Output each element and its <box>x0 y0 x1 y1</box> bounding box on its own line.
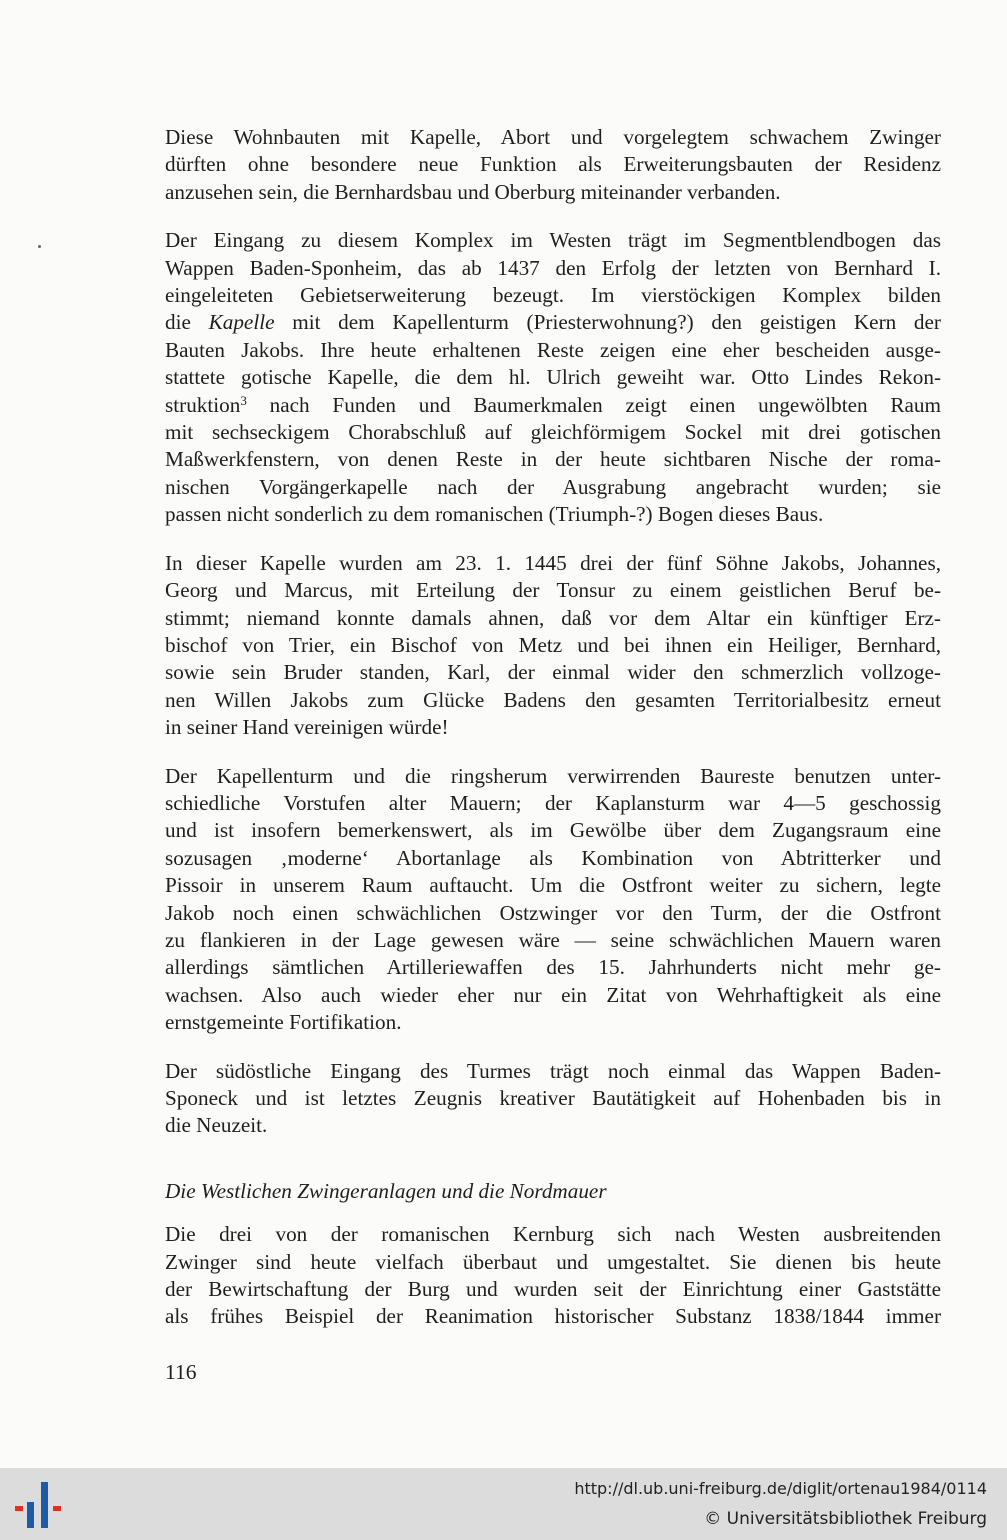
text-line: Sponeck und ist letztes Zeugnis kreativer Bautätigkeit auf Hohenbaden bis in <box>165 1086 941 1110</box>
text-line: Der Eingang zu diesem Komplex im Westen trägt im Segmentblendbogen das <box>165 228 941 253</box>
text-line: der Bewirtschaftung der Burg und wurden seit der Einrichtung einer Gaststätte <box>165 1277 941 1302</box>
text-line-footnote-ref: struktion$^3$ nach Funden und Baumerkmalen zeigt einen ungewölbten Raum <box>165 392 941 417</box>
paragraph-2 <box>165 227 941 528</box>
paragraph-4 <box>165 763 941 1037</box>
paragraph-3 <box>165 550 941 742</box>
text-line: schiedliche Vorstufen alter Mauern; der Kaplansturm war 4—5 geschossig <box>165 790 941 815</box>
text-line: Bauten Jakobs. Ihre heute erhaltenen Reste zeigen eine eher bescheiden ausge- <box>165 337 941 362</box>
text-line: allerdings sämtlichen Artilleriewaffen des 15. Jahrhunderts nicht mehr ge- <box>165 955 941 980</box>
paragraph-1 <box>165 124 941 206</box>
text-line: Der Kapellenturm und die ringsherum verwirrenden Baureste benutzen unter- <box>165 763 941 788</box>
footer-bar <box>0 1468 1007 1540</box>
paragraph-5 <box>165 1058 941 1140</box>
ub-freiburg-logo-icon <box>14 1476 64 1532</box>
text-line: Der südöstliche Eingang des Turmes trägt noch einmal das Wappen Baden- <box>165 1058 941 1083</box>
text-line: ernstgemeinte Fortifikation. <box>165 1010 402 1035</box>
text-line: nen Willen Jakobs zum Glücke Badens den gesamten Territorialbesitz erneut <box>165 687 941 712</box>
body-text <box>165 124 941 1352</box>
text-line: zu flankieren in der Lage gewesen wäre — seine schwächlichen Mauern waren <box>165 927 941 952</box>
text-line: in seiner Hand vereinigen würde! <box>165 715 449 740</box>
footnote-reference[interactable]: 3 <box>240 392 247 408</box>
text-line: In dieser Kapelle wurden am 23. 1. 1445 drei der fünf Söhne Jakobs, Johannes, <box>165 550 941 575</box>
text-line: wachsen. Also auch wieder eher nur ein Zitat von Wehrhaftigkeit als eine <box>165 982 941 1007</box>
text-line-kapelle: die Kapelle mit dem Kapellenturm (Priesterwohnung?) den geistigen Kern der <box>165 310 941 335</box>
text-line: Wappen Baden-Sponheim, das ab 1437 den Erfolg der letzten von Bernhard I. <box>165 255 941 280</box>
text-line: die Neuzeit. <box>165 1113 268 1138</box>
text-line: Pissoir in unserem Raum auftaucht. Um die Ostfront weiter zu sichern, legte <box>165 873 941 898</box>
text-line: und ist insofern bemerkenswert, als im Gewölbe über dem Zugangsraum eine <box>165 818 941 843</box>
copyright-notice: © Universitätsbibliothek Freiburg <box>704 1509 987 1529</box>
section-heading: Die Westlichen Zwingeranlagen und die Nordmauer <box>165 1178 607 1203</box>
emphasis-kapelle: Kapelle <box>208 310 275 335</box>
text-line: stimmt; niemand konnte damals ahnen, daß vor dem Altar ein künftiger Erz- <box>165 605 941 630</box>
text-line: anzusehen sein, die Bernhardsbau und Oberburg miteinander verbanden. <box>165 179 781 204</box>
text-line: Georg und Marcus, mit Erteilung der Tonsur zu einem geistlichen Beruf be- <box>165 578 941 603</box>
margin-mark <box>38 245 41 248</box>
text-line: Maßwerkfenstern, von denen Reste in der heute sichtbaren Nische der roma- <box>165 447 941 472</box>
text-line: sowie sein Bruder standen, Karl, der einmal wider den schmerzlich vollzoge- <box>165 660 941 685</box>
text-line: sozusagen ‚moderne‘ Abortanlage als Kombination von Abtritterker und <box>165 845 941 870</box>
text-line: Die drei von der romanischen Kernburg sich nach Westen ausbreitenden <box>165 1222 941 1247</box>
text-line: Diese Wohnbauten mit Kapelle, Abort und vorgelegtem schwachem Zwinger <box>165 125 941 149</box>
text-line: Jakob noch einen schwächlichen Ostzwinger vor den Turm, der die Ostfront <box>165 900 941 925</box>
page-number: 116 <box>165 1360 197 1384</box>
text-line: Zwinger sind heute vielfach überbaut und umgestaltet. Sie dienen bis heute <box>165 1249 941 1274</box>
text-line: eingeleiteten Gebietserweiterung bezeugt. Im vierstöckigen Komplex bilden <box>165 283 941 308</box>
permalink-url[interactable]: http://dl.ub.uni-freiburg.de/diglit/ortenau1984/0114 <box>574 1479 987 1498</box>
text-line: passen nicht sonderlich zu dem romanischen (Triumph-?) Bogen dieses Baus. <box>165 502 824 527</box>
text-line: dürften ohne besondere neue Funktion als Erweiterungsbauten der Residenz <box>165 152 941 177</box>
text-line: nischen Vorgängerkapelle nach der Ausgrabung angebracht wurden; sie <box>165 474 941 499</box>
text-line: bischof von Trier, ein Bischof von Metz und bei ihnen ein Heiliger, Bernhard, <box>165 632 941 657</box>
text-line: mit sechseckigem Chorabschluß auf gleichförmigem Sockel mit drei gotischen <box>165 420 941 445</box>
text-line: als frühes Beispiel der Reanimation historischer Substanz 1838/1844 immer <box>165 1304 941 1329</box>
text-line: stattete gotische Kapelle, die dem hl. Ulrich geweiht war. Otto Lindes Rekon- <box>165 365 941 390</box>
paragraph-6 <box>165 1221 941 1331</box>
